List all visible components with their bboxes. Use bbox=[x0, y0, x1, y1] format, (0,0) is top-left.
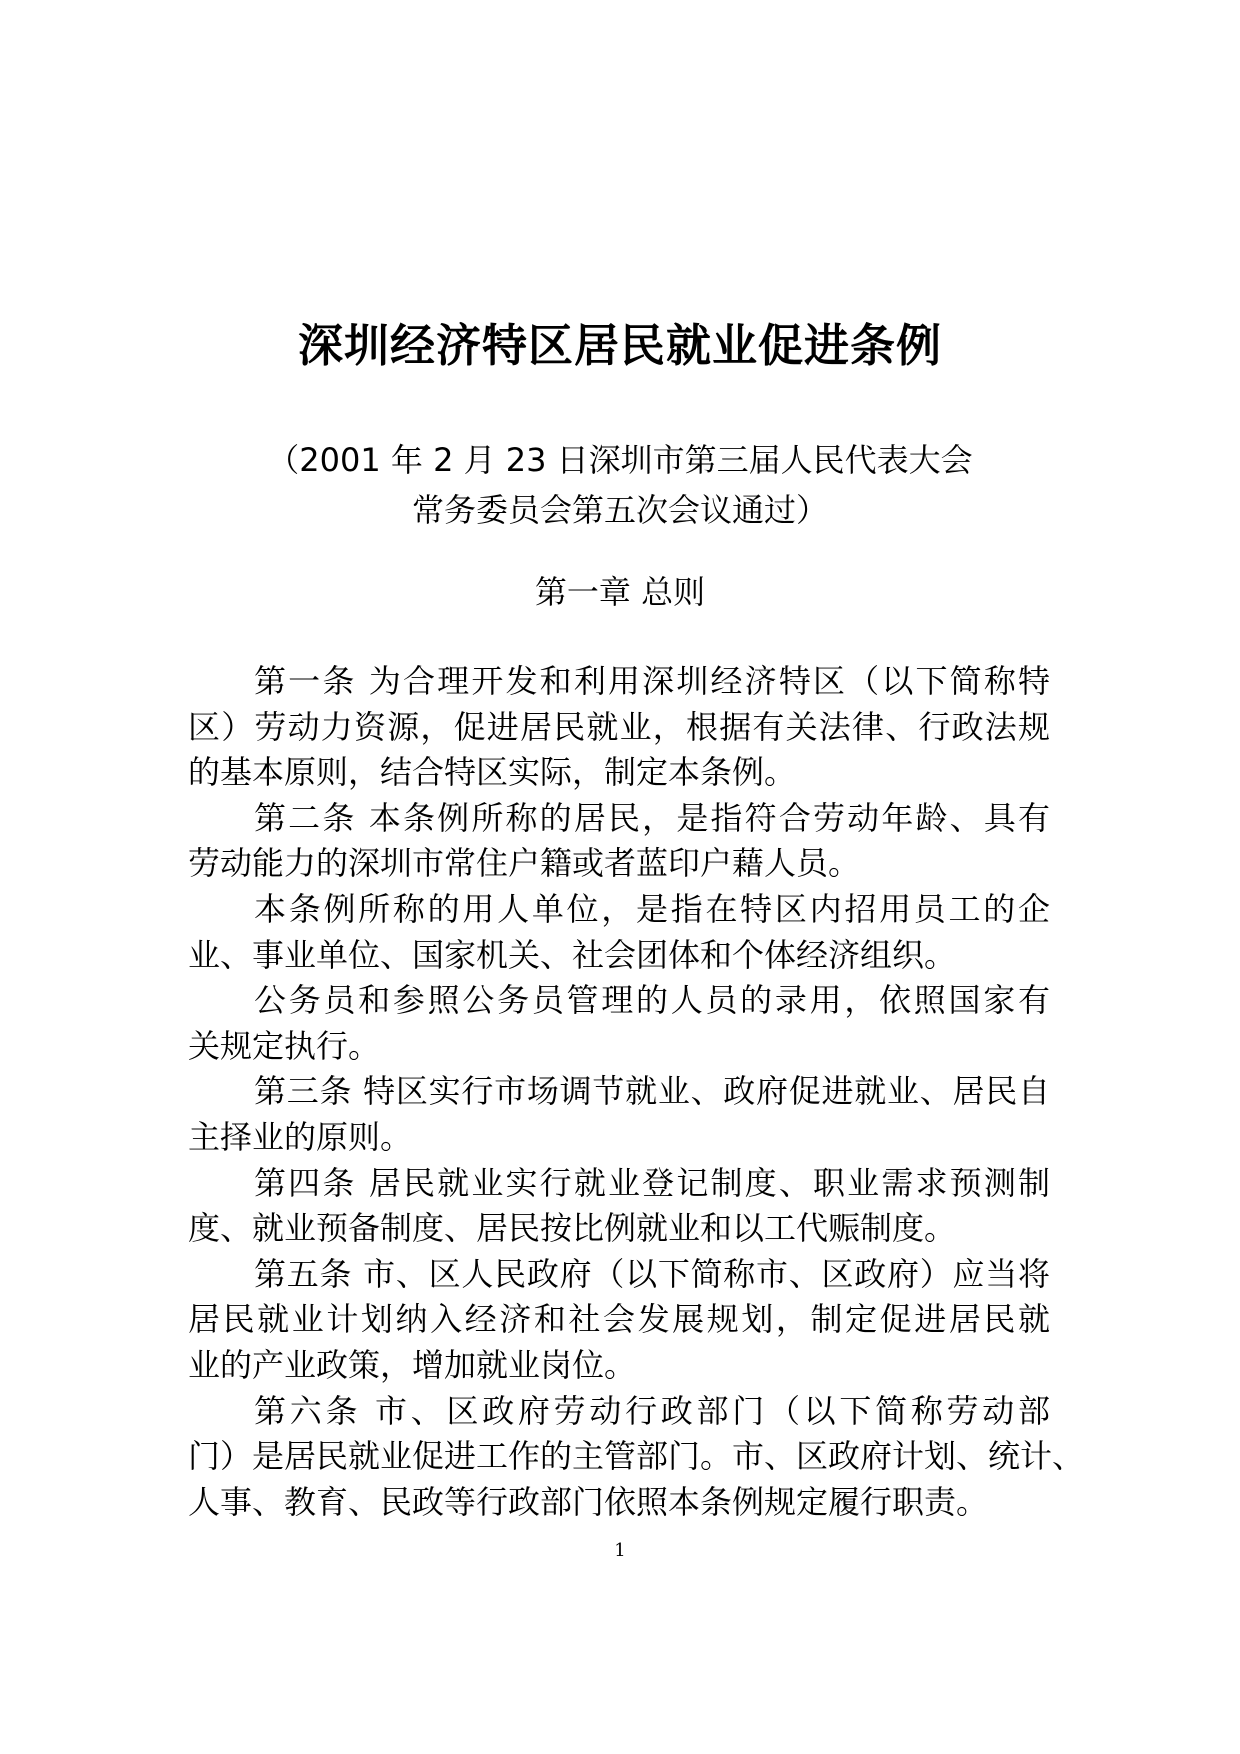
body-text bbox=[188, 659, 1085, 1525]
body-line: 居民就业计划纳入经济和社会发展规划，制定促进居民就 bbox=[188, 1300, 1050, 1339]
chapter-heading: 第一章 总则 bbox=[534, 573, 706, 611]
subtitle-line-2: 常务委员会第五次会议通过） bbox=[411, 491, 828, 529]
body-line: 业、事业单位、国家机关、社会团体和个体经济组织。 bbox=[188, 935, 957, 974]
body-line: 劳动能力的深圳市常住户籍或者蓝印户藉人员。 bbox=[188, 844, 861, 883]
body-line: 关规定执行。 bbox=[188, 1026, 381, 1065]
body-line: 人事、教育、民政等行政部门依照本条例规定履行职责。 bbox=[188, 1482, 989, 1521]
body-line: 门）是居民就业促进工作的主管部门。市、区政府计划、统计、 bbox=[188, 1437, 1085, 1476]
body-line: 本条例所称的用人单位，是指在特区内招用员工的企 bbox=[254, 889, 1050, 928]
body-line: 第一条 为合理开发和利用深圳经济特区（以下简称特 bbox=[254, 662, 1050, 700]
body-line: 公务员和参照公务员管理的人员的录用，依照国家有 bbox=[254, 981, 1050, 1020]
body-line: 主择业的原则。 bbox=[188, 1117, 413, 1156]
body-line: 第五条 市、区人民政府（以下简称市、区政府）应当将 bbox=[254, 1254, 1050, 1293]
body-line: 第六条 市、区政府劳动行政部门（以下简称劳动部 bbox=[254, 1391, 1050, 1430]
body-line: 的基本原则，结合特区实际，制定本条例。 bbox=[188, 753, 797, 792]
body-line: 第四条 居民就业实行就业登记制度、职业需求预测制 bbox=[254, 1163, 1050, 1202]
document-title: 深圳经济特区居民就业促进条例 bbox=[297, 319, 942, 372]
page-number: 1 bbox=[614, 1540, 626, 1561]
body-line: 度、就业预备制度、居民按比例就业和以工代赈制度。 bbox=[188, 1209, 957, 1248]
body-line: 第二条 本条例所称的居民，是指符合劳动年龄、具有 bbox=[254, 798, 1050, 837]
subtitle-line-1: （2001 年 2 月 23 日深圳市第三届人民代表大会 bbox=[267, 441, 973, 479]
body-line: 第三条 特区实行市场调节就业、政府促进就业、居民自 bbox=[254, 1072, 1050, 1111]
body-line: 业的产业政策，增加就业岗位。 bbox=[188, 1345, 637, 1384]
body-line: 区）劳动力资源，促进居民就业，根据有关法律、行政法规 bbox=[188, 707, 1050, 746]
